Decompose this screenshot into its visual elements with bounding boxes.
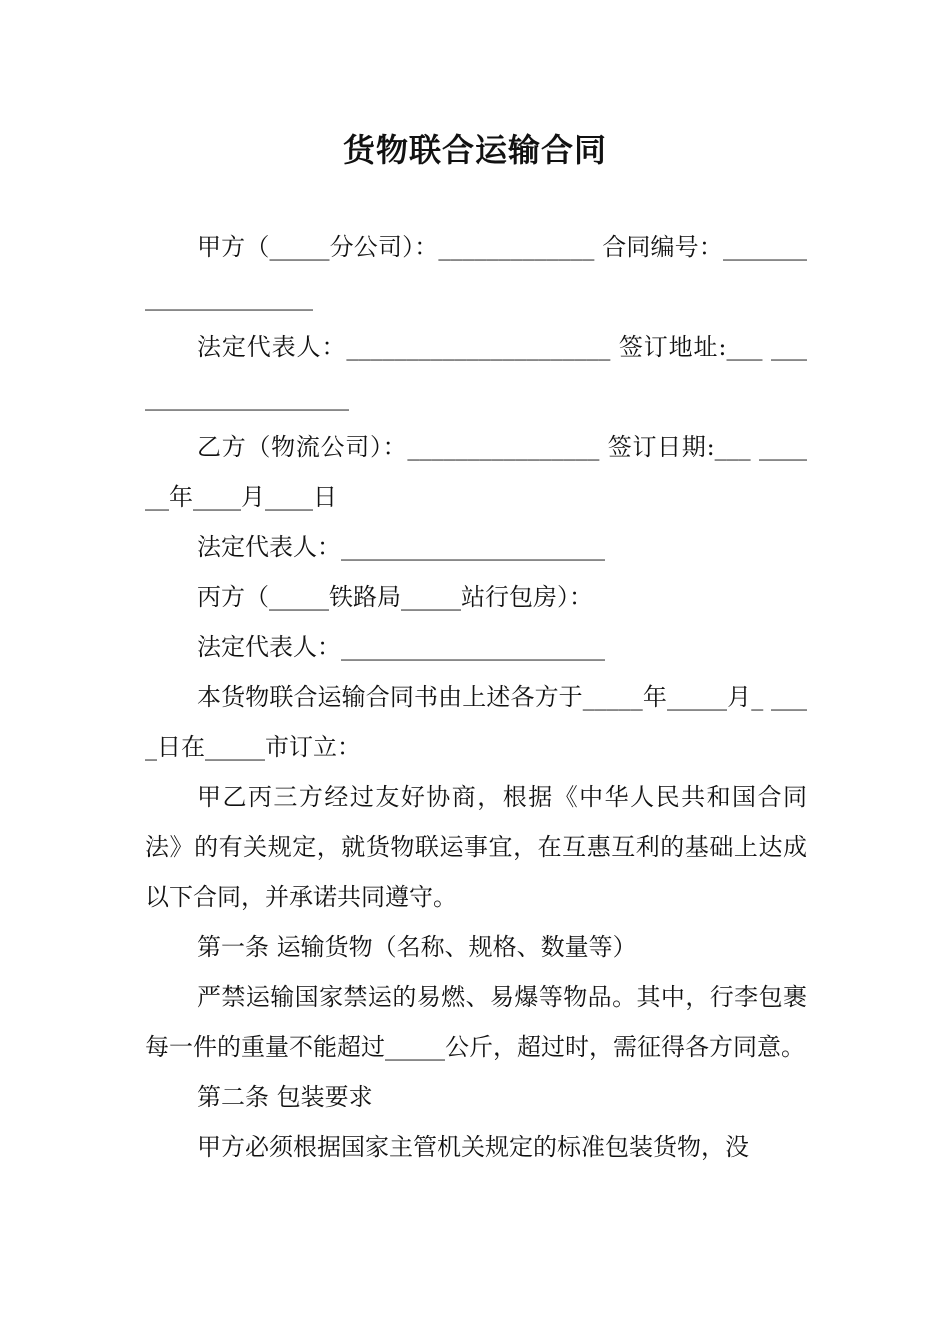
preamble-paragraph: 甲乙丙三方经过友好协商，根据《中华人民共和国合同法》的有关规定，就货物联运事宜，在互惠互利的基础上达成以下合同，并承诺共同遵守。 — [145, 783, 807, 911]
party-c-line: 丙方（_____铁路局_____站行包房）： — [197, 583, 593, 611]
article-2-heading: 第二条 包装要求 — [197, 1083, 373, 1111]
signing-statement: 本货物联合运输合同书由上述各方于_____年_____月_ ____日在_____市订立： — [145, 683, 807, 761]
article-1-paragraph: 严禁运输国家禁运的易燃、易爆等物品。其中，行李包裹每一件的重量不能超过_____公斤，超过时，需征得各方同意。 — [145, 983, 807, 1061]
document-body — [145, 222, 807, 1172]
document-title: 货物联合运输合同 — [342, 131, 607, 169]
party-b-representative-line: 法定代表人：______________________ — [197, 533, 605, 561]
article-1-heading: 第一条 运输货物（名称、规格、数量等） — [197, 933, 637, 961]
party-b-line: 乙方（物流公司）：________________ 签订日期:___ ______年____月____日 — [145, 433, 807, 511]
party-a-representative-line: 法定代表人：______________________ 签订地址:___ ____________________ — [145, 333, 807, 411]
article-2-paragraph: 甲方必须根据国家主管机关规定的标准包装货物，没 — [197, 1133, 749, 1161]
party-a-line: 甲方（_____分公司）：_____________ 合同编号：_____________________ — [145, 233, 807, 311]
party-c-representative-line: 法定代表人：______________________ — [197, 633, 605, 661]
